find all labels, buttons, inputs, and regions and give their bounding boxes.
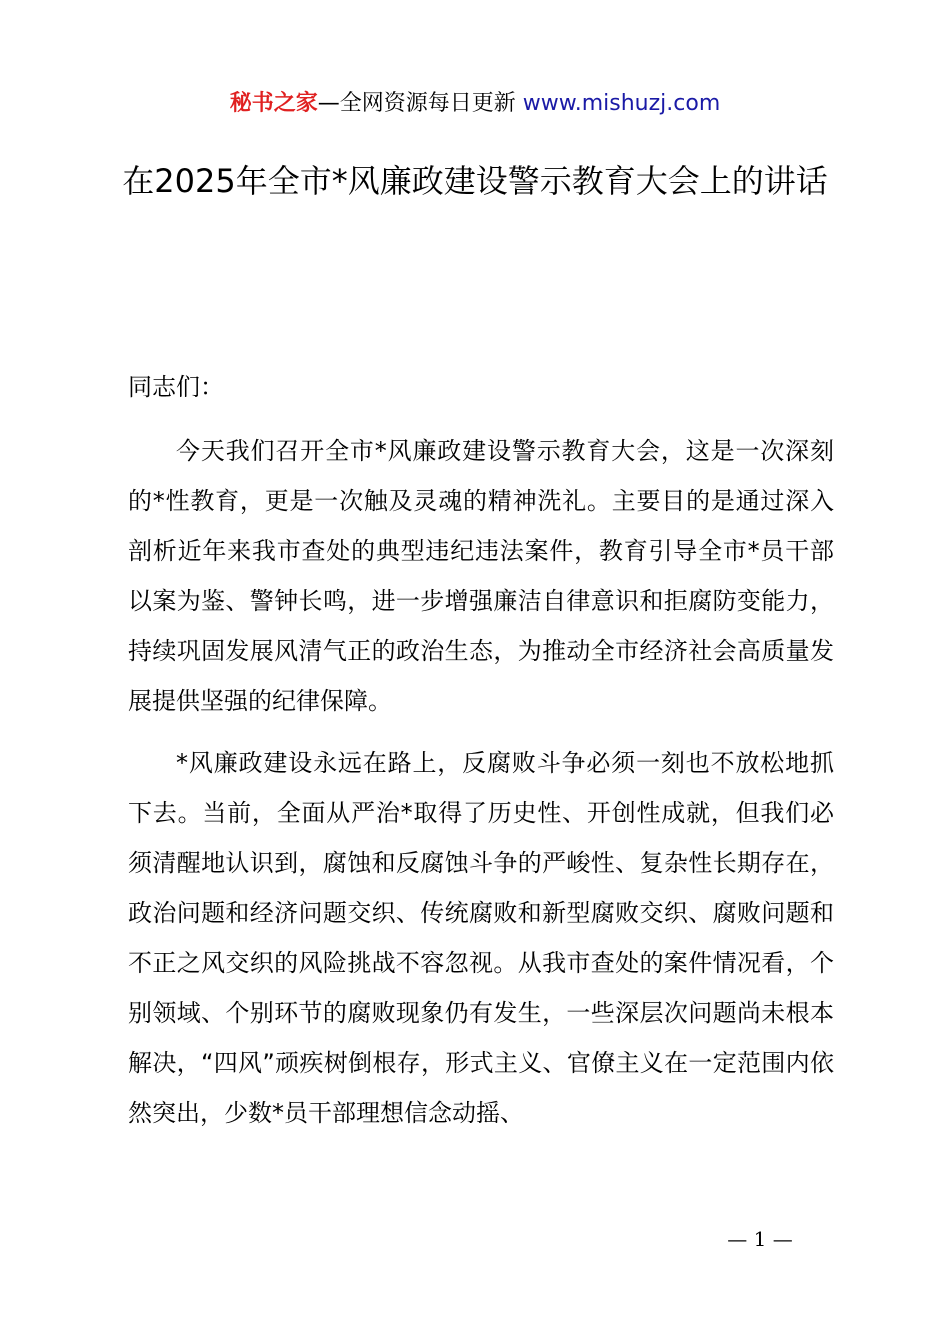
document-body	[128, 362, 834, 1150]
brand-name: 秘书之家	[229, 91, 318, 116]
header-tagline: —全网资源每日更新	[317, 91, 516, 116]
site-url-link[interactable]: www.mishuzj.com	[522, 91, 721, 116]
paragraph: 今天我们召开全市*风廉政建设警示教育大会，这是一次深刻的*性教育，更是一次触及灵魂的精神洗礼。主要目的是通过深入剖析近年来我市查处的典型违纪违法案件，教育引导全市*员干部以案为鉴、警钟长鸣，进一步增强廉洁自律意识和拒腐防变能力，持续巩固发展风清气正的政治生态，为推动全市经济社会高质量发展提供坚强的纪律保障。	[128, 437, 834, 715]
paragraph: *风廉政建设永远在路上，反腐败斗争必须一刻也不放松地抓下去。当前，全面从严治*取得了历史性、开创性成就，但我们必须清醒地认识到，腐蚀和反腐蚀斗争的严峻性、复杂性长期存在，政治问题和经济问题交织、传统腐败和新型腐败交织、腐败问题和不正之风交织的风险挑战不容忽视。从我市查处的案件情况看，个别领域、个别环节的腐败现象仍有发生，一些深层次问题尚未根本解决，“四风”顽疾树倒根存，形式主义、官僚主义在一定范围内依然突出，少数*员干部理想信念动摇、	[128, 749, 834, 1127]
page-number: — 1 —	[727, 1227, 793, 1251]
document-title: 在2025年全市*风廉政建设警示教育大会上的讲话	[122, 162, 828, 200]
site-header	[0, 86, 950, 122]
salutation: 同志们：	[128, 373, 224, 401]
